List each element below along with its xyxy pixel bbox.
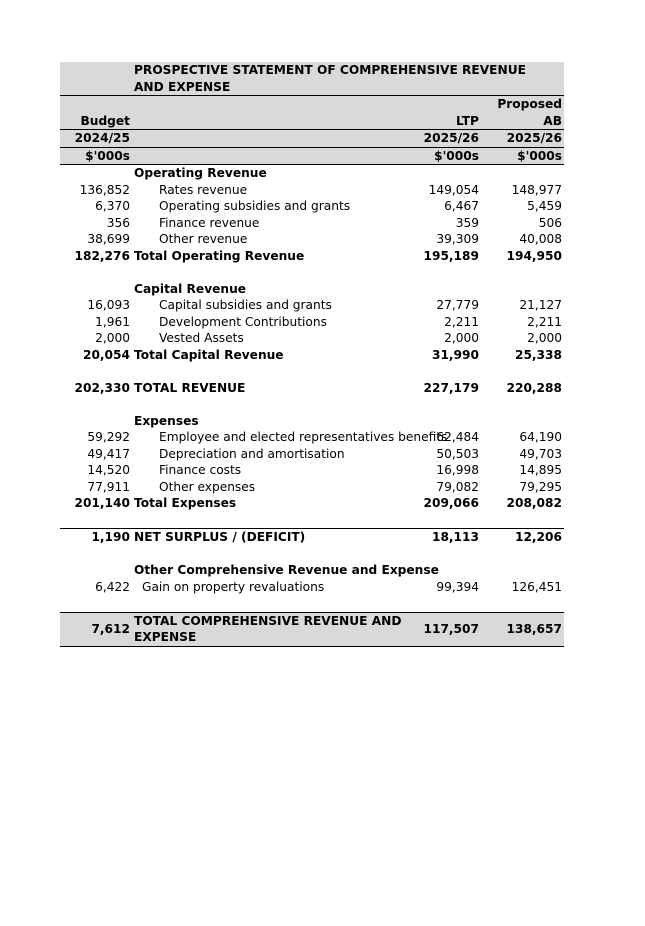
ltp-value: 195,189	[423, 248, 479, 263]
ab-value: 506	[538, 215, 562, 230]
line-label: Other expenses	[159, 479, 256, 494]
unit-row	[60, 147, 564, 166]
ab-value: 40,008	[519, 232, 562, 246]
budget-value: 20,054	[82, 347, 130, 362]
ltp-value: 27,779	[436, 298, 479, 312]
ltp-value: 359	[455, 215, 479, 230]
operating-revenue-heading: Operating Revenue	[134, 166, 267, 180]
total-label: TOTAL COMPREHENSIVE REVENUE AND EXPENSE	[134, 613, 402, 644]
budget-value: 356	[106, 215, 130, 230]
ltp-value: 62,484	[436, 430, 479, 444]
ab-unit: $'000s	[517, 148, 562, 163]
budget-value: 59,292	[87, 430, 130, 444]
ltp-year: 2025/26	[423, 131, 479, 145]
ab-value: 194,950	[506, 248, 562, 263]
line-label: Rates revenue	[159, 182, 248, 197]
budget-value: 2,000	[95, 331, 130, 345]
section-heading	[60, 413, 564, 430]
ltp-value: 2,211	[444, 314, 479, 329]
budget-value: 1,190	[91, 530, 130, 544]
budget-value: 14,520	[87, 463, 130, 477]
ab-value: 2,000	[527, 331, 562, 345]
ltp-header: LTP	[456, 113, 479, 128]
budget-value: 6,422	[95, 579, 130, 594]
expenses-heading: Expenses	[134, 413, 199, 428]
total-comprehensive-row	[60, 613, 564, 647]
line-label: Depreciation and amortisation	[159, 446, 345, 461]
budget-year: 2024/25	[74, 131, 130, 145]
table-row	[60, 215, 564, 232]
budget-value: 77,911	[87, 479, 130, 494]
line-label: Vested Assets	[159, 331, 244, 345]
ltp-value: 79,082	[436, 479, 479, 494]
ab-value: 25,338	[514, 347, 562, 362]
line-label: Finance costs	[159, 463, 242, 477]
ltp-value: 6,467	[444, 199, 479, 213]
total-label: Total Expenses	[134, 496, 237, 510]
net-surplus-row	[60, 529, 564, 546]
ltp-value: 18,113	[431, 530, 479, 544]
line-label: Other revenue	[159, 232, 248, 246]
section-heading	[60, 562, 564, 579]
table-row	[60, 182, 564, 199]
ab-value: 208,082	[506, 496, 562, 510]
table-row	[60, 231, 564, 248]
spacer	[60, 396, 564, 413]
budget-value: 7,612	[91, 621, 130, 636]
total-row	[60, 248, 564, 265]
ab-value: 21,127	[519, 298, 562, 312]
ltp-value: 39,309	[436, 232, 479, 246]
total-label: TOTAL REVENUE	[134, 380, 246, 395]
table-row	[60, 330, 564, 347]
total-revenue-row	[60, 380, 564, 397]
budget-value: 16,093	[87, 298, 130, 312]
spacer	[60, 264, 564, 281]
ltp-value: 16,998	[436, 463, 479, 477]
ab-value: 12,206	[514, 530, 562, 544]
total-label: NET SURPLUS / (DEFICIT)	[134, 530, 306, 544]
ltp-value: 2,000	[444, 331, 479, 345]
budget-value: 136,852	[79, 182, 130, 197]
statement-table	[60, 62, 564, 647]
column-header-row	[60, 95, 564, 129]
line-label: Development Contributions	[159, 314, 327, 329]
line-label: Finance revenue	[159, 215, 260, 230]
ab-value: 79,295	[519, 479, 562, 494]
budget-value: 49,417	[87, 446, 130, 461]
ltp-value: 227,179	[423, 380, 479, 395]
ltp-value: 149,054	[428, 182, 479, 197]
budget-unit: $'000s	[85, 148, 130, 163]
ltp-value: 99,394	[436, 579, 479, 594]
line-label: Employee and elected representatives benefits	[159, 430, 448, 444]
section-heading	[60, 281, 564, 298]
total-row	[60, 495, 564, 512]
ab-value: 148,977	[511, 182, 562, 197]
budget-header: Budget	[80, 113, 130, 128]
ab-header-line2: AB	[543, 113, 562, 128]
line-label: Gain on property revaluations	[142, 579, 325, 594]
section-heading	[60, 165, 564, 182]
budget-value: 201,140	[74, 496, 130, 510]
budget-value: 38,699	[87, 232, 130, 246]
table-row	[60, 462, 564, 479]
ab-value: 14,895	[519, 463, 562, 477]
spacer	[60, 546, 564, 563]
ab-value: 2,211	[527, 314, 562, 329]
budget-value: 182,276	[74, 248, 130, 263]
other-comprehensive-heading: Other Comprehensive Revenue and Expense	[134, 563, 439, 577]
line-label: Operating subsidies and grants	[159, 199, 351, 213]
capital-revenue-heading: Capital Revenue	[134, 281, 247, 296]
total-row	[60, 347, 564, 364]
ab-header-line1: Proposed	[497, 97, 562, 111]
table-row	[60, 314, 564, 331]
ab-value: 220,288	[506, 380, 562, 395]
ltp-value: 117,507	[423, 621, 479, 636]
ltp-value: 31,990	[431, 347, 479, 362]
title-row	[60, 62, 564, 95]
budget-value: 6,370	[95, 199, 130, 213]
spacer	[60, 512, 564, 530]
ab-value: 64,190	[519, 430, 562, 444]
year-row	[60, 129, 564, 147]
budget-value: 202,330	[74, 380, 130, 395]
total-label: Total Capital Revenue	[134, 347, 284, 362]
spacer	[60, 595, 564, 613]
ab-value: 126,451	[511, 579, 562, 594]
ltp-value: 209,066	[423, 496, 479, 510]
total-label: Total Operating Revenue	[134, 248, 305, 263]
table-row	[60, 198, 564, 215]
ab-year: 2025/26	[506, 131, 562, 145]
table-row	[60, 579, 564, 596]
ltp-unit: $'000s	[434, 148, 479, 163]
table-row	[60, 446, 564, 463]
ltp-value: 50,503	[436, 446, 479, 461]
table-row	[60, 479, 564, 496]
statement-title: PROSPECTIVE STATEMENT OF COMPREHENSIVE REVENUE AND EXPENSE	[134, 63, 526, 94]
table-row	[60, 297, 564, 314]
budget-value: 1,961	[95, 314, 130, 329]
ab-value: 49,703	[519, 446, 562, 461]
line-label: Capital subsidies and grants	[159, 298, 332, 312]
table-row	[60, 429, 564, 446]
ab-value: 5,459	[527, 199, 562, 213]
spacer	[60, 363, 564, 380]
ab-value: 138,657	[506, 621, 562, 636]
